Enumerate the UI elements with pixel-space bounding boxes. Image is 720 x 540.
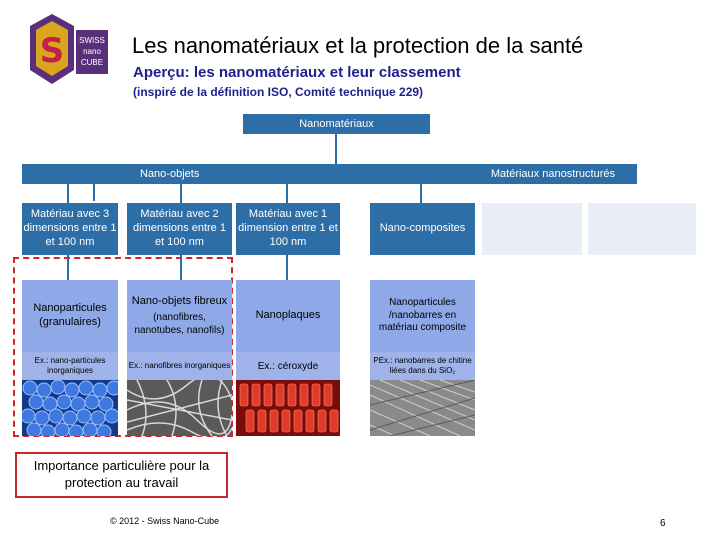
- connector-line: [93, 183, 95, 201]
- composite-image: [370, 380, 475, 436]
- empty-cell: [588, 203, 696, 255]
- nanofibres-image: [127, 380, 232, 436]
- category-3d: Matériau avec 3 dimensions entre 1 et 100 nm: [22, 203, 118, 255]
- connector-line: [335, 134, 337, 164]
- source-note: (inspiré de la définition ISO, Comité technique 229): [133, 85, 424, 99]
- example-nanoparticles: Ex.: nano-particules inorganiques: [22, 352, 118, 380]
- swiss-nano-cube-logo: [22, 10, 112, 92]
- branch-nano-objets: Nano-objets: [140, 168, 200, 180]
- connector-line: [286, 255, 288, 280]
- highlight-note: Importance particulière pour la protection au travail: [15, 452, 228, 498]
- type-nanoplates: Nanoplaques: [236, 280, 340, 352]
- root-node: Nanomatériaux: [243, 114, 430, 134]
- type-composite: Nanoparticules /nanobarres en matériau composite: [370, 280, 475, 352]
- connector-line: [180, 183, 182, 203]
- page-subtitle: Aperçu: les nanomatériaux et leur classement: [133, 64, 461, 81]
- svg-text:nano: nano: [83, 47, 101, 56]
- branch-bar: [22, 164, 637, 184]
- type-fibrous-title: Nano-objets fibreux: [131, 294, 228, 307]
- nanoparticles-image: [22, 380, 118, 436]
- category-2d: Matériau avec 2 dimensions entre 1 et 100 nm: [127, 203, 232, 255]
- svg-text:S: S: [39, 31, 65, 71]
- example-nanoplates: Ex.: céroxyde: [236, 352, 340, 380]
- svg-text:SWISS: SWISS: [79, 36, 105, 45]
- connector-line: [420, 183, 422, 203]
- nanoplates-image: [236, 380, 340, 436]
- type-nanoparticles: Nanoparticules (granulaires): [22, 280, 118, 352]
- example-composite: PEx.: nanobarres de chitine liées dans du SiO₂: [370, 352, 475, 380]
- footer-copyright: © 2012 - Swiss Nano-Cube: [110, 516, 220, 526]
- example-fibrous: Ex.: nanofibres inorganiques: [127, 352, 232, 380]
- svg-text:CUBE: CUBE: [80, 58, 104, 67]
- empty-cell: [482, 203, 582, 255]
- connector-line: [286, 183, 288, 203]
- page-number: 6: [660, 518, 666, 529]
- category-composites: Nano-composites: [370, 203, 475, 255]
- type-fibrous: [127, 280, 232, 352]
- category-1d: Matériau avec 1 dimension entre 1 et 100 nm: [236, 203, 340, 255]
- branch-nanostructures: Matériaux nanostructurés: [490, 168, 615, 180]
- type-fibrous-examples: (nanofibres, nanotubes, nanofils): [134, 312, 225, 336]
- page-title: Les nanomatériaux et la protection de la santé: [132, 33, 584, 58]
- connector-line: [67, 183, 69, 203]
